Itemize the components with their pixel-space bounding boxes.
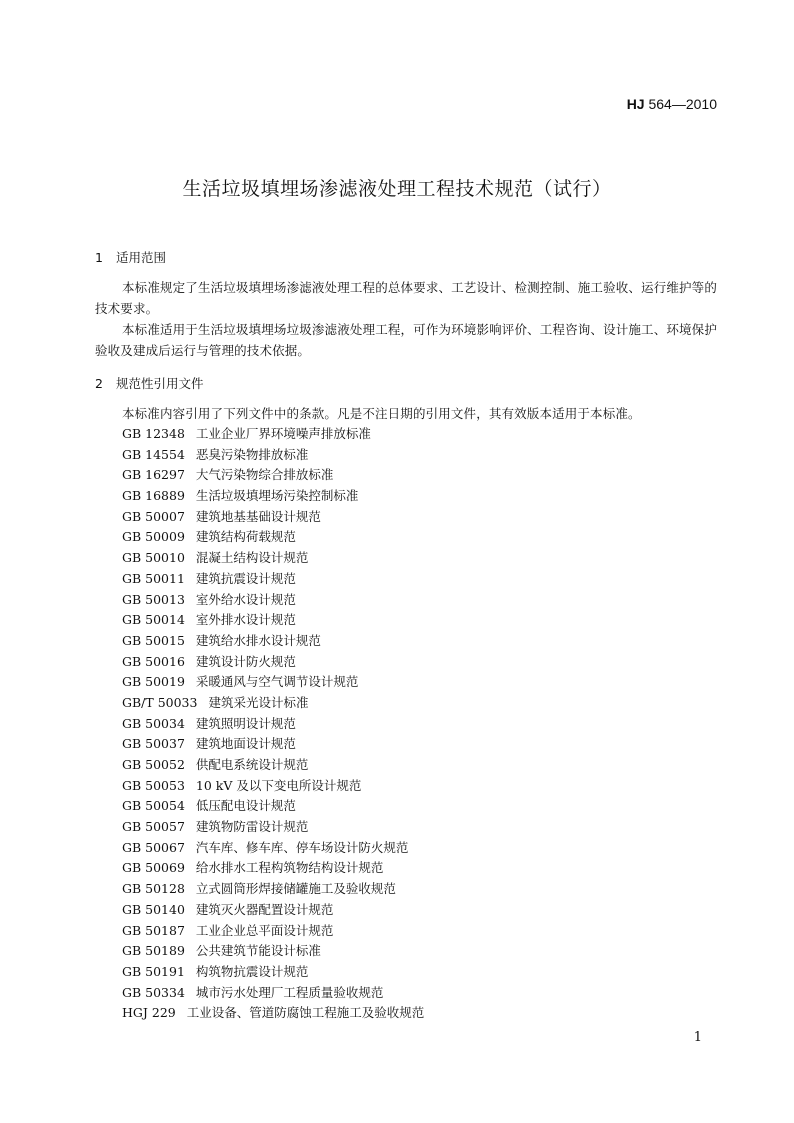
reference-item	[95, 569, 717, 590]
reference-code: GB 50187	[122, 922, 185, 938]
reference-title: 低压配电设计规范	[195, 798, 296, 814]
reference-item	[95, 879, 717, 900]
reference-code: GB 50067	[122, 839, 185, 855]
reference-title: 立式圆筒形焊接储罐施工及验收规范	[195, 881, 396, 897]
reference-item	[95, 941, 717, 962]
reference-item	[95, 672, 717, 693]
reference-item	[95, 714, 717, 735]
section-1-paragraph: 本标准规定了生活垃圾填埋场渗滤液处理工程的总体要求、工艺设计、检测控制、施工验收、运行维护等的技术要求。	[95, 280, 717, 316]
reference-code: GB 50014	[122, 612, 185, 628]
reference-code: GB 50069	[122, 860, 185, 876]
section-2-heading	[95, 374, 717, 394]
reference-item	[95, 983, 717, 1004]
reference-code: GB 14554	[122, 446, 185, 462]
reference-code: GB 50189	[122, 943, 185, 959]
standard-code-prefix: HJ	[626, 96, 645, 112]
reference-title: 建筑设计防火规范	[195, 653, 296, 669]
reference-item	[95, 465, 717, 486]
document-title: 生活垃圾填埋场渗滤液处理工程技术规范（试行）	[182, 178, 612, 200]
reference-code: GB 50019	[122, 674, 185, 690]
reference-title: 汽车库、修车库、停车场设计防火规范	[195, 839, 409, 855]
reference-title: 城市污水处理厂工程质量验收规范	[195, 984, 384, 1000]
reference-code: GB 50052	[122, 757, 185, 772]
reference-item	[95, 858, 717, 879]
reference-item	[95, 838, 717, 859]
reference-code: GB 50034	[122, 715, 185, 731]
reference-item	[95, 755, 717, 776]
reference-list	[95, 424, 717, 1024]
reference-title: 工业企业厂界环境噪声排放标准	[195, 426, 371, 441]
reference-title: 建筑抗震设计规范	[195, 570, 296, 586]
reference-code: GB 12348	[122, 426, 185, 441]
reference-item	[95, 424, 717, 445]
reference-code: GB 50016	[122, 653, 185, 669]
reference-code: GB 50013	[122, 591, 185, 607]
section-1-paragraph: 本标准适用于生活垃圾填埋场垃圾渗滤液处理工程，可作为环境影响评价、工程咨询、设计施工、环境保护验收及建成后运行与管理的技术依据。	[95, 322, 717, 358]
reference-item	[95, 900, 717, 921]
reference-title: 构筑物抗震设计规范	[195, 963, 309, 979]
reference-title: 建筑地基基础设计规范	[195, 508, 321, 524]
reference-title: 建筑灭火器配置设计规范	[195, 901, 334, 917]
reference-code: GB 50010	[122, 550, 185, 566]
reference-item	[95, 548, 717, 569]
reference-title: 公共建筑节能设计标准	[195, 943, 321, 959]
reference-item	[95, 1003, 717, 1024]
reference-title: 室外排水设计规范	[195, 612, 296, 628]
reference-title: 建筑物防雷设计规范	[195, 819, 309, 835]
reference-code: GB 50057	[122, 819, 185, 835]
reference-title: 建筑结构荷载规范	[195, 529, 296, 545]
reference-item	[95, 507, 717, 528]
reference-code: GB 50015	[122, 632, 185, 648]
reference-code: GB 50009	[122, 529, 185, 545]
reference-code: GB 50053	[122, 777, 185, 793]
reference-item	[95, 631, 717, 652]
reference-code: GB 50037	[122, 736, 185, 752]
reference-title: 建筑照明设计规范	[195, 715, 296, 731]
reference-title: 采暖通风与空气调节设计规范	[195, 674, 359, 690]
section-number: 2	[95, 376, 103, 391]
reference-code: HGJ 229	[122, 1005, 176, 1021]
reference-title: 混凝土结构设计规范	[195, 550, 309, 566]
reference-item	[95, 652, 717, 673]
reference-title: 室外给水设计规范	[195, 591, 296, 607]
reference-item	[95, 776, 717, 797]
page-number: 1	[693, 1030, 702, 1045]
reference-title: 建筑给水排水设计规范	[195, 632, 321, 648]
document-body	[95, 248, 717, 1024]
standard-code	[627, 96, 717, 112]
reference-code: GB 50140	[122, 901, 185, 917]
reference-code: GB 16889	[122, 488, 185, 504]
reference-item	[95, 796, 717, 817]
section-heading-text: 适用范围	[116, 250, 167, 265]
reference-item	[95, 610, 717, 631]
reference-code: GB 50128	[122, 881, 185, 897]
reference-item	[95, 817, 717, 838]
reference-code: GB 16297	[122, 467, 185, 483]
reference-code: GB 50011	[122, 570, 185, 586]
reference-code: GB 50334	[122, 984, 185, 1000]
reference-title: 供配电系统设计规范	[195, 757, 309, 772]
reference-code: GB/T 50033	[122, 694, 198, 710]
reference-code: GB 50191	[122, 963, 185, 979]
section-1-heading	[95, 248, 717, 268]
reference-title: 给水排水工程构筑物结构设计规范	[195, 860, 384, 876]
reference-item	[95, 486, 717, 507]
reference-code: GB 50054	[122, 798, 185, 814]
section-number: 1	[95, 250, 103, 265]
reference-title: 建筑采光设计标准	[208, 694, 309, 710]
reference-title: 工业设备、管道防腐蚀工程施工及验收规范	[186, 1005, 425, 1021]
reference-code: GB 50007	[122, 508, 185, 524]
reference-title: 建筑地面设计规范	[195, 736, 296, 752]
reference-title: 10 kV 及以下变电所设计规范	[195, 777, 362, 793]
reference-item	[95, 527, 717, 548]
reference-title: 恶臭污染物排放标准	[195, 446, 309, 462]
reference-item	[95, 734, 717, 755]
reference-item	[95, 693, 717, 714]
reference-item	[95, 590, 717, 611]
reference-title: 生活垃圾填埋场污染控制标准	[195, 488, 359, 504]
reference-item	[95, 962, 717, 983]
reference-item	[95, 445, 717, 466]
section-heading-text: 规范性引用文件	[116, 376, 204, 391]
standard-code-number: 564—2010	[644, 96, 717, 112]
reference-title: 工业企业总平面设计规范	[195, 922, 334, 938]
section-2-intro: 本标准内容引用了下列文件中的条款。凡是不注日期的引用文件，其有效版本适用于本标准。	[122, 406, 641, 421]
reference-title: 大气污染物综合排放标准	[195, 467, 334, 483]
reference-item	[95, 921, 717, 942]
